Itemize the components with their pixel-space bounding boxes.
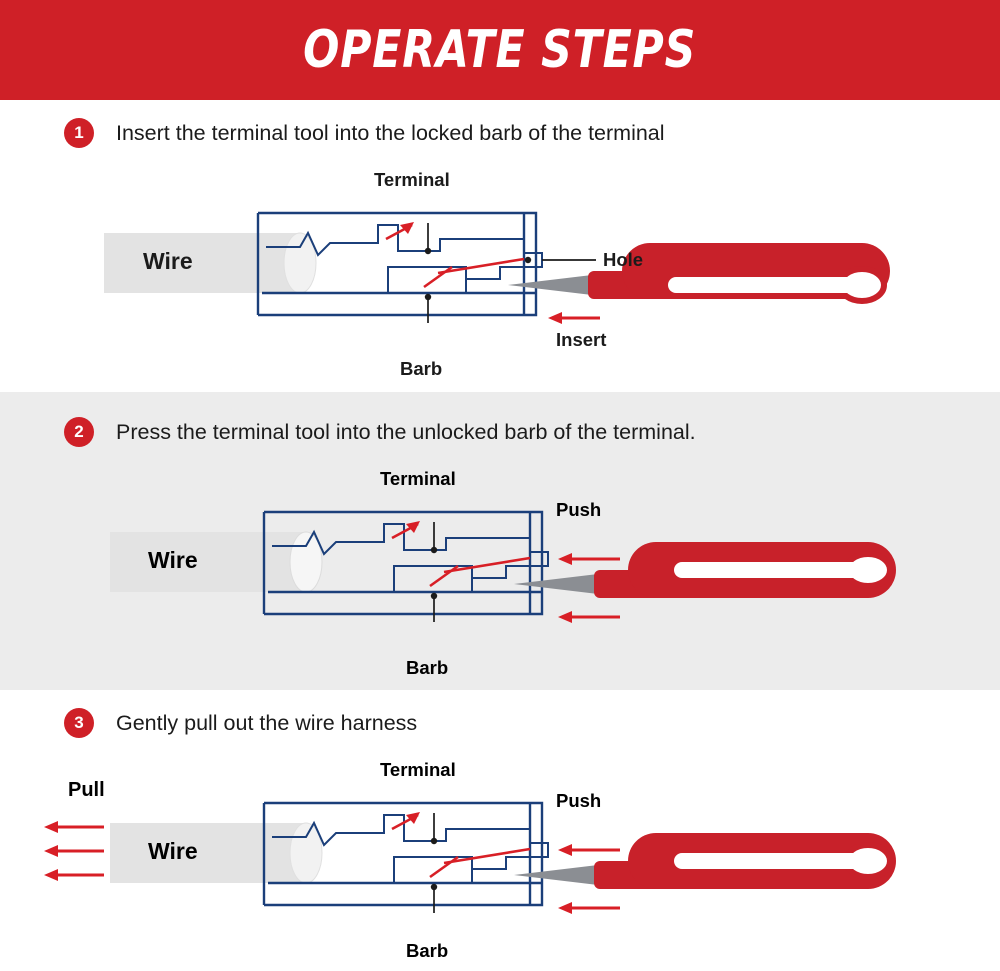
wire-body [110,823,306,883]
push-arrow-bottom-head [558,611,572,623]
terminal-arrow-head [406,812,420,824]
step-1-section [0,100,1000,392]
step-3-illustration [0,745,1000,971]
label-terminal-3: Terminal [380,759,456,780]
tool-handle-slot [674,853,864,869]
barb-cross-mark [430,857,458,877]
label-wire-2: Wire [148,547,198,573]
step-3-badge: 3 [64,708,94,738]
step-2-badge: 2 [64,417,94,447]
label-push-3: Push [556,790,602,811]
step-3-text: Gently pull out the wire harness [116,710,418,735]
push-arrow-bottom-head [558,902,572,914]
step-3-heading [64,708,417,738]
step-2-section [0,392,1000,690]
label-pull-3: Pull [68,779,105,801]
hole-square [530,843,548,857]
step-1-heading [64,118,665,148]
label-wire-3: Wire [148,838,198,864]
step-2-heading [64,417,696,447]
label-push-2: Push [556,499,602,520]
wire-body [110,532,306,592]
barb-cross-mark [424,267,452,287]
label-wire-1: Wire [143,248,193,274]
barb-leader-dot [431,884,437,890]
pull-arrow-1-head [44,821,58,833]
terminal-leader-dot [431,547,437,553]
step-2-text: Press the terminal tool into the unlocked barb of the terminal. [116,419,696,444]
push-arrow-top-head [558,844,572,856]
label-barb-2: Barb [406,657,449,678]
barb-leader-dot [425,294,431,300]
terminal-arrow-head [400,222,414,234]
pull-arrow-2-head [44,845,58,857]
step-1-badge: 1 [64,118,94,148]
label-barb-1: Barb [400,358,443,379]
hole-leader-dot [525,257,531,263]
step-1-text: Insert the terminal tool into the locked barb of the terminal [116,120,665,145]
push-arrow-top-head [558,553,572,565]
step-2-illustration [0,454,1000,690]
page-title: OPERATE STEPS [303,20,697,80]
step-3-diagram [0,745,1000,971]
barb-cross-mark [430,566,458,586]
pull-arrow-3-head [44,869,58,881]
label-terminal-2: Terminal [380,468,456,489]
label-barb-3: Barb [406,940,449,961]
terminal-arrow-head [406,521,420,533]
hole-square [530,552,548,566]
label-terminal-1: Terminal [374,169,450,190]
insert-arrow-head [548,312,562,324]
label-insert-1: Insert [556,329,607,350]
step-1-diagram [0,155,1000,395]
step-1-illustration [0,155,1000,395]
wire-body [104,233,300,293]
step-2-diagram [0,454,1000,690]
terminal-leader-dot [431,838,437,844]
terminal-leader-dot [425,248,431,254]
tool-handle-slot [668,277,858,293]
header-banner [0,0,1000,100]
tool-handle-slot [674,562,864,578]
step-3-section [0,690,1000,971]
barb-leader-dot [431,593,437,599]
label-hole-1: Hole [603,249,644,270]
